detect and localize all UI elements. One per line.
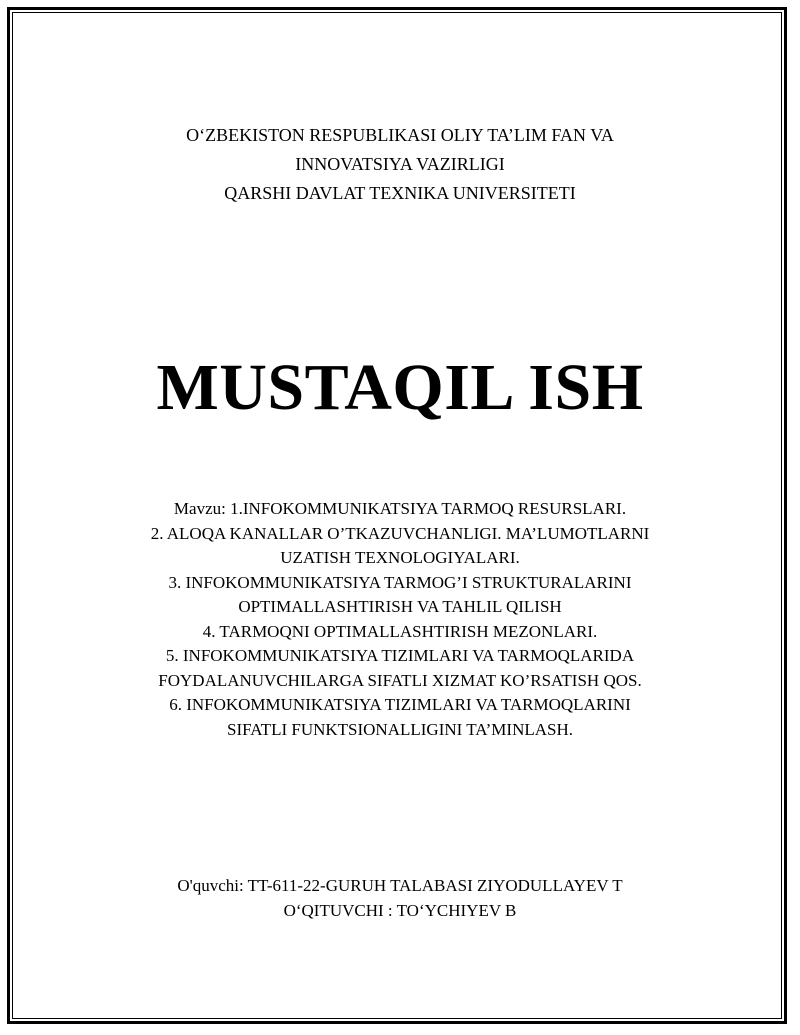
topic-line: 3. INFOKOMMUNIKATSIYA TARMOG’I STRUKTURALARINI: [168, 572, 632, 592]
topic-line: FOYDALANUVCHILARGA SIFATLI XIZMAT KO’RSATISH QOS.: [158, 670, 642, 690]
teacher-line: O‘QITUVCHI : TO‘YCHIYEV B: [283, 901, 517, 920]
author-info: [0, 873, 800, 923]
document-title: MUSTAQIL ISH: [156, 351, 644, 424]
student-line: O'quvchi: TT-611-22-GURUH TALABASI ZIYODULLAYEV T: [177, 876, 623, 895]
topic-line: 2. ALOQA KANALLAR O’TKAZUVCHANLIGI. MA’LUMOTLARNI: [150, 523, 650, 543]
topic-section: [0, 497, 800, 742]
topic-line: Mavzu: 1.INFOKOMMUNIKATSIYA TARMOQ RESURSLARI.: [173, 499, 627, 518]
header-line-ministry-2: INNOVATSIYA VAZIRLIGI: [295, 154, 505, 174]
header-line-university: QARSHI DAVLAT TEXNIKA UNIVERSITETI: [224, 183, 576, 203]
topic-line: 6. INFOKOMMUNIKATSIYA TIZIMLARI VA TARMOQLARINI: [169, 695, 631, 714]
topic-line: OPTIMALLASHTIRISH VA TAHLIL QILISH: [238, 597, 562, 616]
institution-header: [0, 121, 800, 208]
topic-line: 4. TARMOQNI OPTIMALLASHTIRISH MEZONLARI.: [202, 621, 598, 641]
topic-line: 5. INFOKOMMUNIKATSIYA TIZIMLARI VA TARMOQLARIDA: [165, 646, 635, 665]
header-line-ministry-1: O‘ZBEKISTON RESPUBLIKASI OLIY TA’LIM FAN VA: [186, 125, 614, 145]
topic-line: SIFATLI FUNKTSIONALLIGINI TA’MINLASH.: [226, 719, 574, 739]
topic-line: UZATISH TEXNOLOGIYALARI.: [280, 548, 520, 567]
